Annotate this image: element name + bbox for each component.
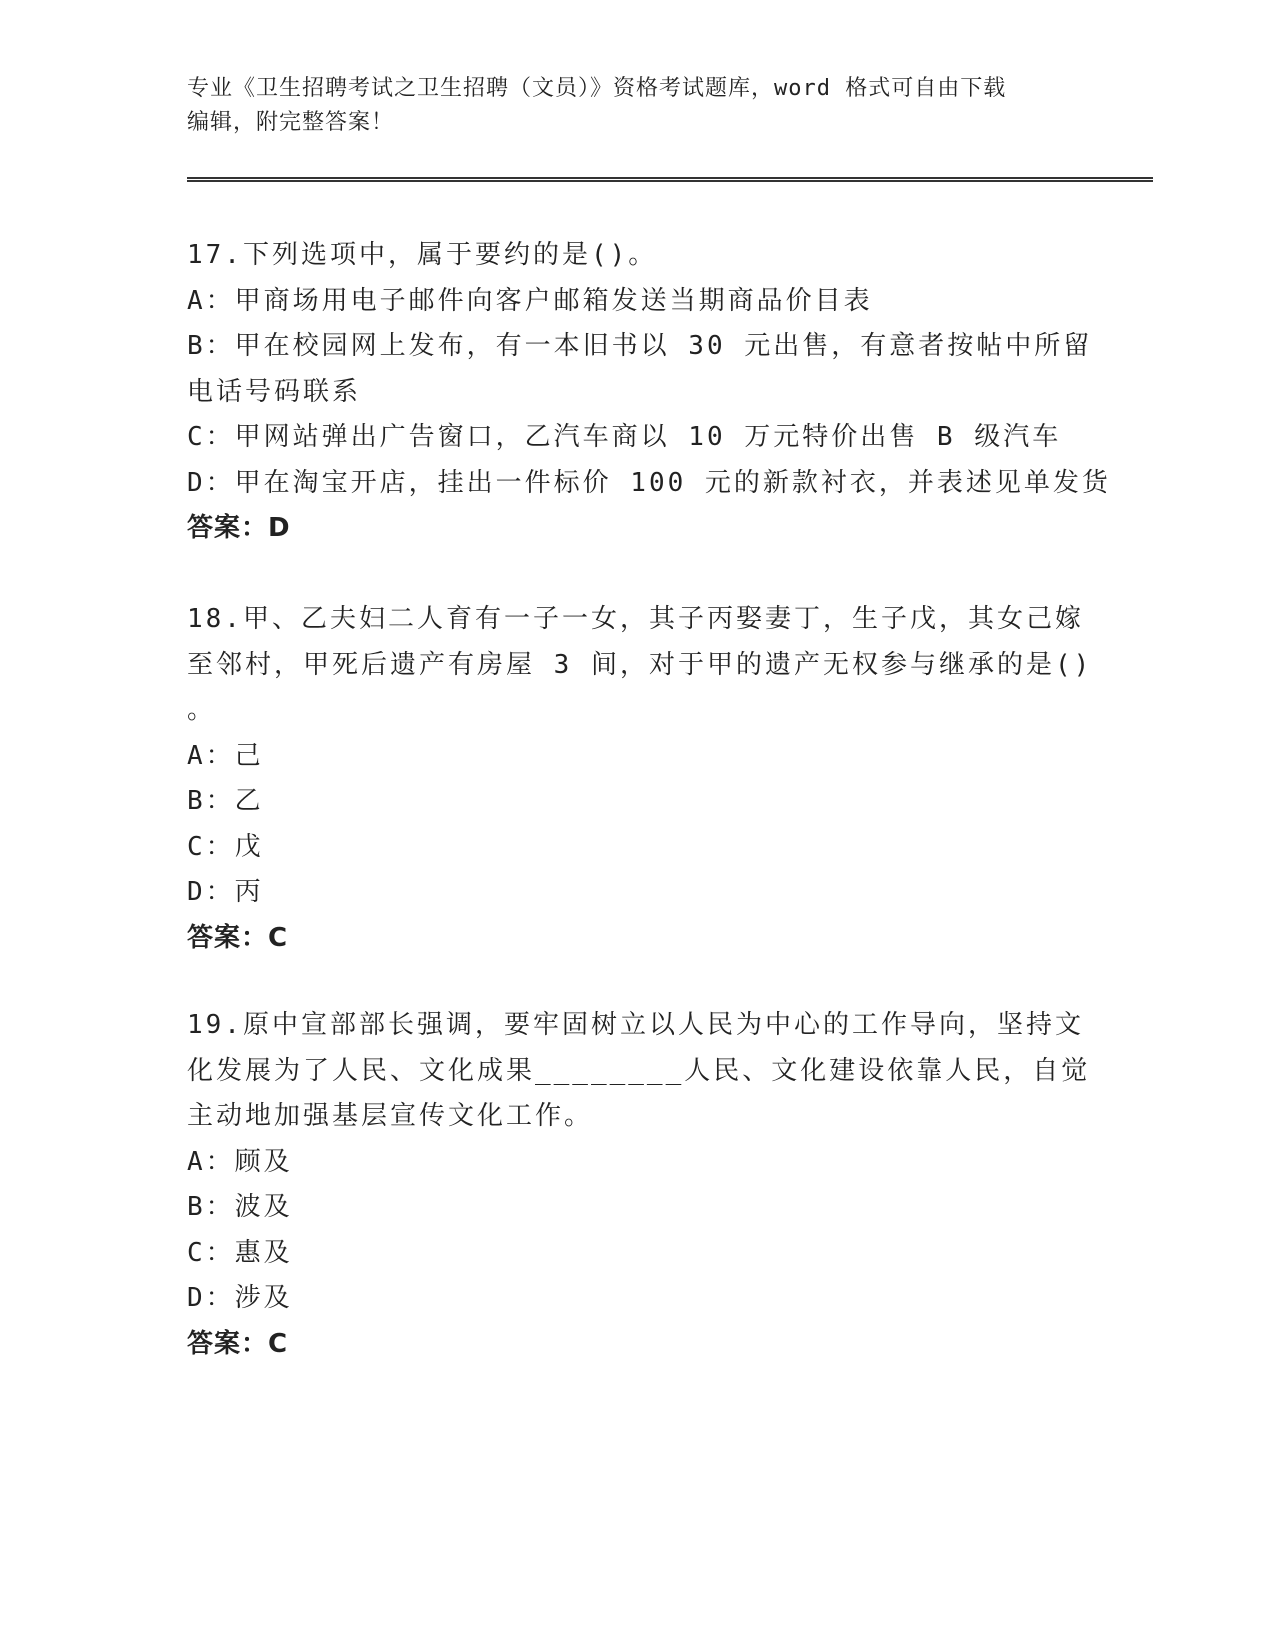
header-divider: [187, 177, 1153, 182]
answer-label: 答案：C: [187, 1328, 289, 1359]
option-d: D：涉及: [187, 1283, 293, 1313]
answer-label: 答案：C: [187, 922, 289, 953]
header-line: 专业《卫生招聘考试之卫生招聘（文员）》资格考试题库，word 格式可自由下载: [187, 76, 1007, 101]
question-17: [187, 233, 1111, 552]
option-c: C：戊: [187, 831, 264, 862]
option-c: C：惠及: [187, 1237, 293, 1268]
question-stem: 。: [187, 695, 217, 725]
option-c: C：甲网站弹出广告窗口，乙汽车商以 10 万元特价出售 B 级汽车: [187, 422, 1062, 452]
question-stem: 18.甲、乙夫妇二人育有一子一女，其子丙娶妻丁，生子戊，其女己嫁: [187, 604, 1084, 634]
option-b: B：乙: [187, 786, 264, 816]
option-d: D：甲在淘宝开店，挂出一件标价 100 元的新款衬衣，并表述见单发货: [187, 467, 1111, 498]
question-stem: 19.原中宣部部长强调，要牢固树立以人民为中心的工作导向，坚持文: [187, 1010, 1084, 1040]
option-b-continued: 电话号码联系: [187, 376, 362, 407]
header-line: 编辑，附完整答案！: [187, 110, 395, 135]
option-b: B：甲在校园网上发布，有一本旧书以 30 元出售，有意者按帖中所留: [187, 331, 1093, 361]
answer-label: 答案：D: [187, 513, 291, 543]
question-stem: 化发展为了人民、文化成果________人民、文化建设依靠人民，自觉: [187, 1055, 1091, 1086]
question-18: [187, 597, 1093, 961]
option-a: A：己: [187, 740, 264, 771]
question-stem: 17.下列选项中，属于要约的是()。: [187, 240, 658, 270]
question-stem: 至邻村，甲死后遗产有房屋 3 间，对于甲的遗产无权参与继承的是(): [187, 649, 1093, 680]
option-a: A：顾及: [187, 1146, 293, 1177]
option-b: B：波及: [187, 1192, 293, 1222]
option-a: A：甲商场用电子邮件向客户邮箱发送当期商品价目表: [187, 285, 873, 316]
document-header: [187, 72, 1087, 140]
question-19: [187, 1003, 1091, 1367]
question-stem: 主动地加强基层宣传文化工作。: [187, 1101, 594, 1131]
option-d: D：丙: [187, 877, 264, 907]
